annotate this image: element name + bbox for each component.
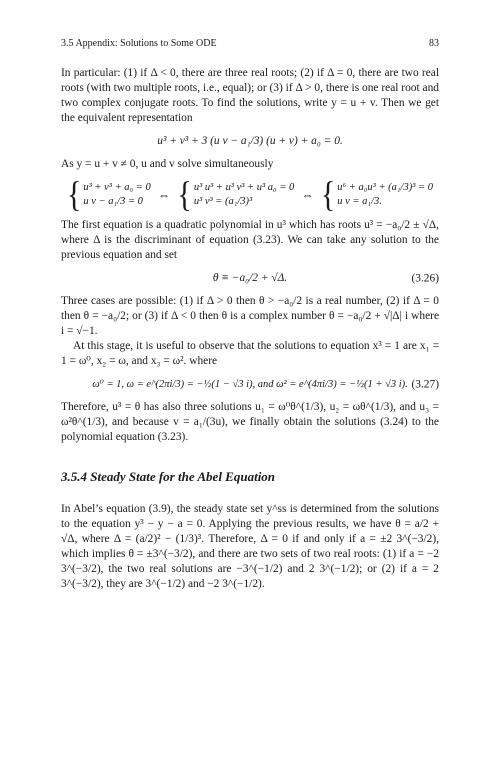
paragraph-final-solutions: Therefore, u³ = θ has also three solutions u₁ = ω⁰θ^(1/3), u₂ = ωθ^(1/3), and u₃ = ω²θ^(1/3), and because v = a₁/(3u), we finally obtain the solutions (3.24) to the polynomial equation (3.23).: [61, 401, 439, 443]
paragraph-simultaneous: As y = u + v ≠ 0, u and v solve simultaneously: [61, 158, 274, 170]
system-2: [177, 174, 295, 215]
equation-3-27: [61, 377, 439, 392]
equation-number-3-26: (3.26): [411, 272, 439, 284]
system-1-line-1: u³ + v³ + a₀ = 0: [83, 182, 151, 193]
system-1-line-2: u v − a₁/3 = 0: [83, 196, 143, 207]
section-heading: 3.5.4 Steady State for the Abel Equation: [61, 469, 276, 484]
paragraph-abel-steady-state: In Abel’s equation (3.9), the steady state set y^ss is determined from the solutions to the equation y³ − y − a = 0. Applying the previous results, we have θ = a/2 + √Δ, where Δ = (a/2)² − (1/3)³. Therefore, Δ = 0 if and only if a = ±2 3^(−3/2), which implies θ = ±3^(−3/2), and there are two sets of two real roots: (1) if a = −2 3^(−3/2), the two real solutions are −3^(−1/2) and 2 3^(−1/2); or (2) if a = 2 3^(−3/2), they are 3^(−1/2) and −2 3^(−1/2).: [61, 503, 439, 590]
system-3-line-2: u v = a₁/3.: [337, 196, 382, 207]
equation-number-3-27: (3.27): [411, 378, 439, 390]
running-header-section: 3.5 Appendix: Solutions to Some ODE: [61, 38, 217, 49]
iff-symbol: ⇔: [158, 187, 171, 202]
system-2-line-2: u³ v³ = (a₁/3)³: [193, 196, 253, 207]
equation-system-row: [67, 174, 433, 215]
equation-omega: ω⁰ = 1, ω = e^(2πi/3) = −½(1 − √3 i), and ω² = e^(4πi/3) = −½(1 + √3 i).: [92, 379, 408, 390]
paragraph-quadratic: The first equation is a quadratic polynomial in u³ which has roots u³ = −a₀/2 ± √Δ, where Δ is the discriminant of equation (3.23). We can take any solution to the previous equation and set: [61, 219, 439, 261]
paragraph-roots-cases: In particular: (1) if Δ < 0, there are three real roots; (2) if Δ = 0, there are two real roots (with two multiple roots, i.e., equal); or (3) if Δ > 0, there is one real root and two complex conjugate roots. To find the solutions, write y = u + v. Then we get the equivalent representation: [61, 67, 439, 124]
equation-theta: θ ≡ −a₀/2 + √Δ.: [212, 272, 288, 284]
left-brace-icon: {: [67, 174, 82, 215]
system-3-line-1: u⁶ + a₀u³ + (a₁/3)³ = 0: [337, 182, 433, 193]
iff-symbol: ⇔: [301, 187, 314, 202]
page-number: 83: [429, 38, 439, 49]
equation-3-26: [61, 271, 439, 286]
equation-uv-representation: u³ + v³ + 3 (u v − a₁/3) (u + v) + a₀ = 0.: [157, 135, 343, 147]
page-body: [61, 66, 439, 592]
system-3: [320, 174, 433, 215]
left-brace-icon: {: [320, 174, 336, 215]
system-2-line-1: u³ u³ + u³ v³ + u³ a₀ = 0: [193, 182, 295, 193]
paragraph-three-cases: Three cases are possible: (1) if Δ > 0 then θ > −a₀/2 is a real number, (2) if Δ = 0 then θ = −a₀/2; or (3) if Δ < 0 then θ is a complex number θ = −a₀/2 + √|Δ| i where i = √−1.: [61, 295, 439, 337]
paragraph-roots-of-unity: At this stage, it is useful to observe that the solutions to equation x³ = 1 are x₁ = 1 = ω⁰, x₂ = ω, and x₃ = ω². where: [61, 340, 439, 367]
system-1: [67, 174, 151, 215]
left-brace-icon: {: [177, 174, 192, 215]
